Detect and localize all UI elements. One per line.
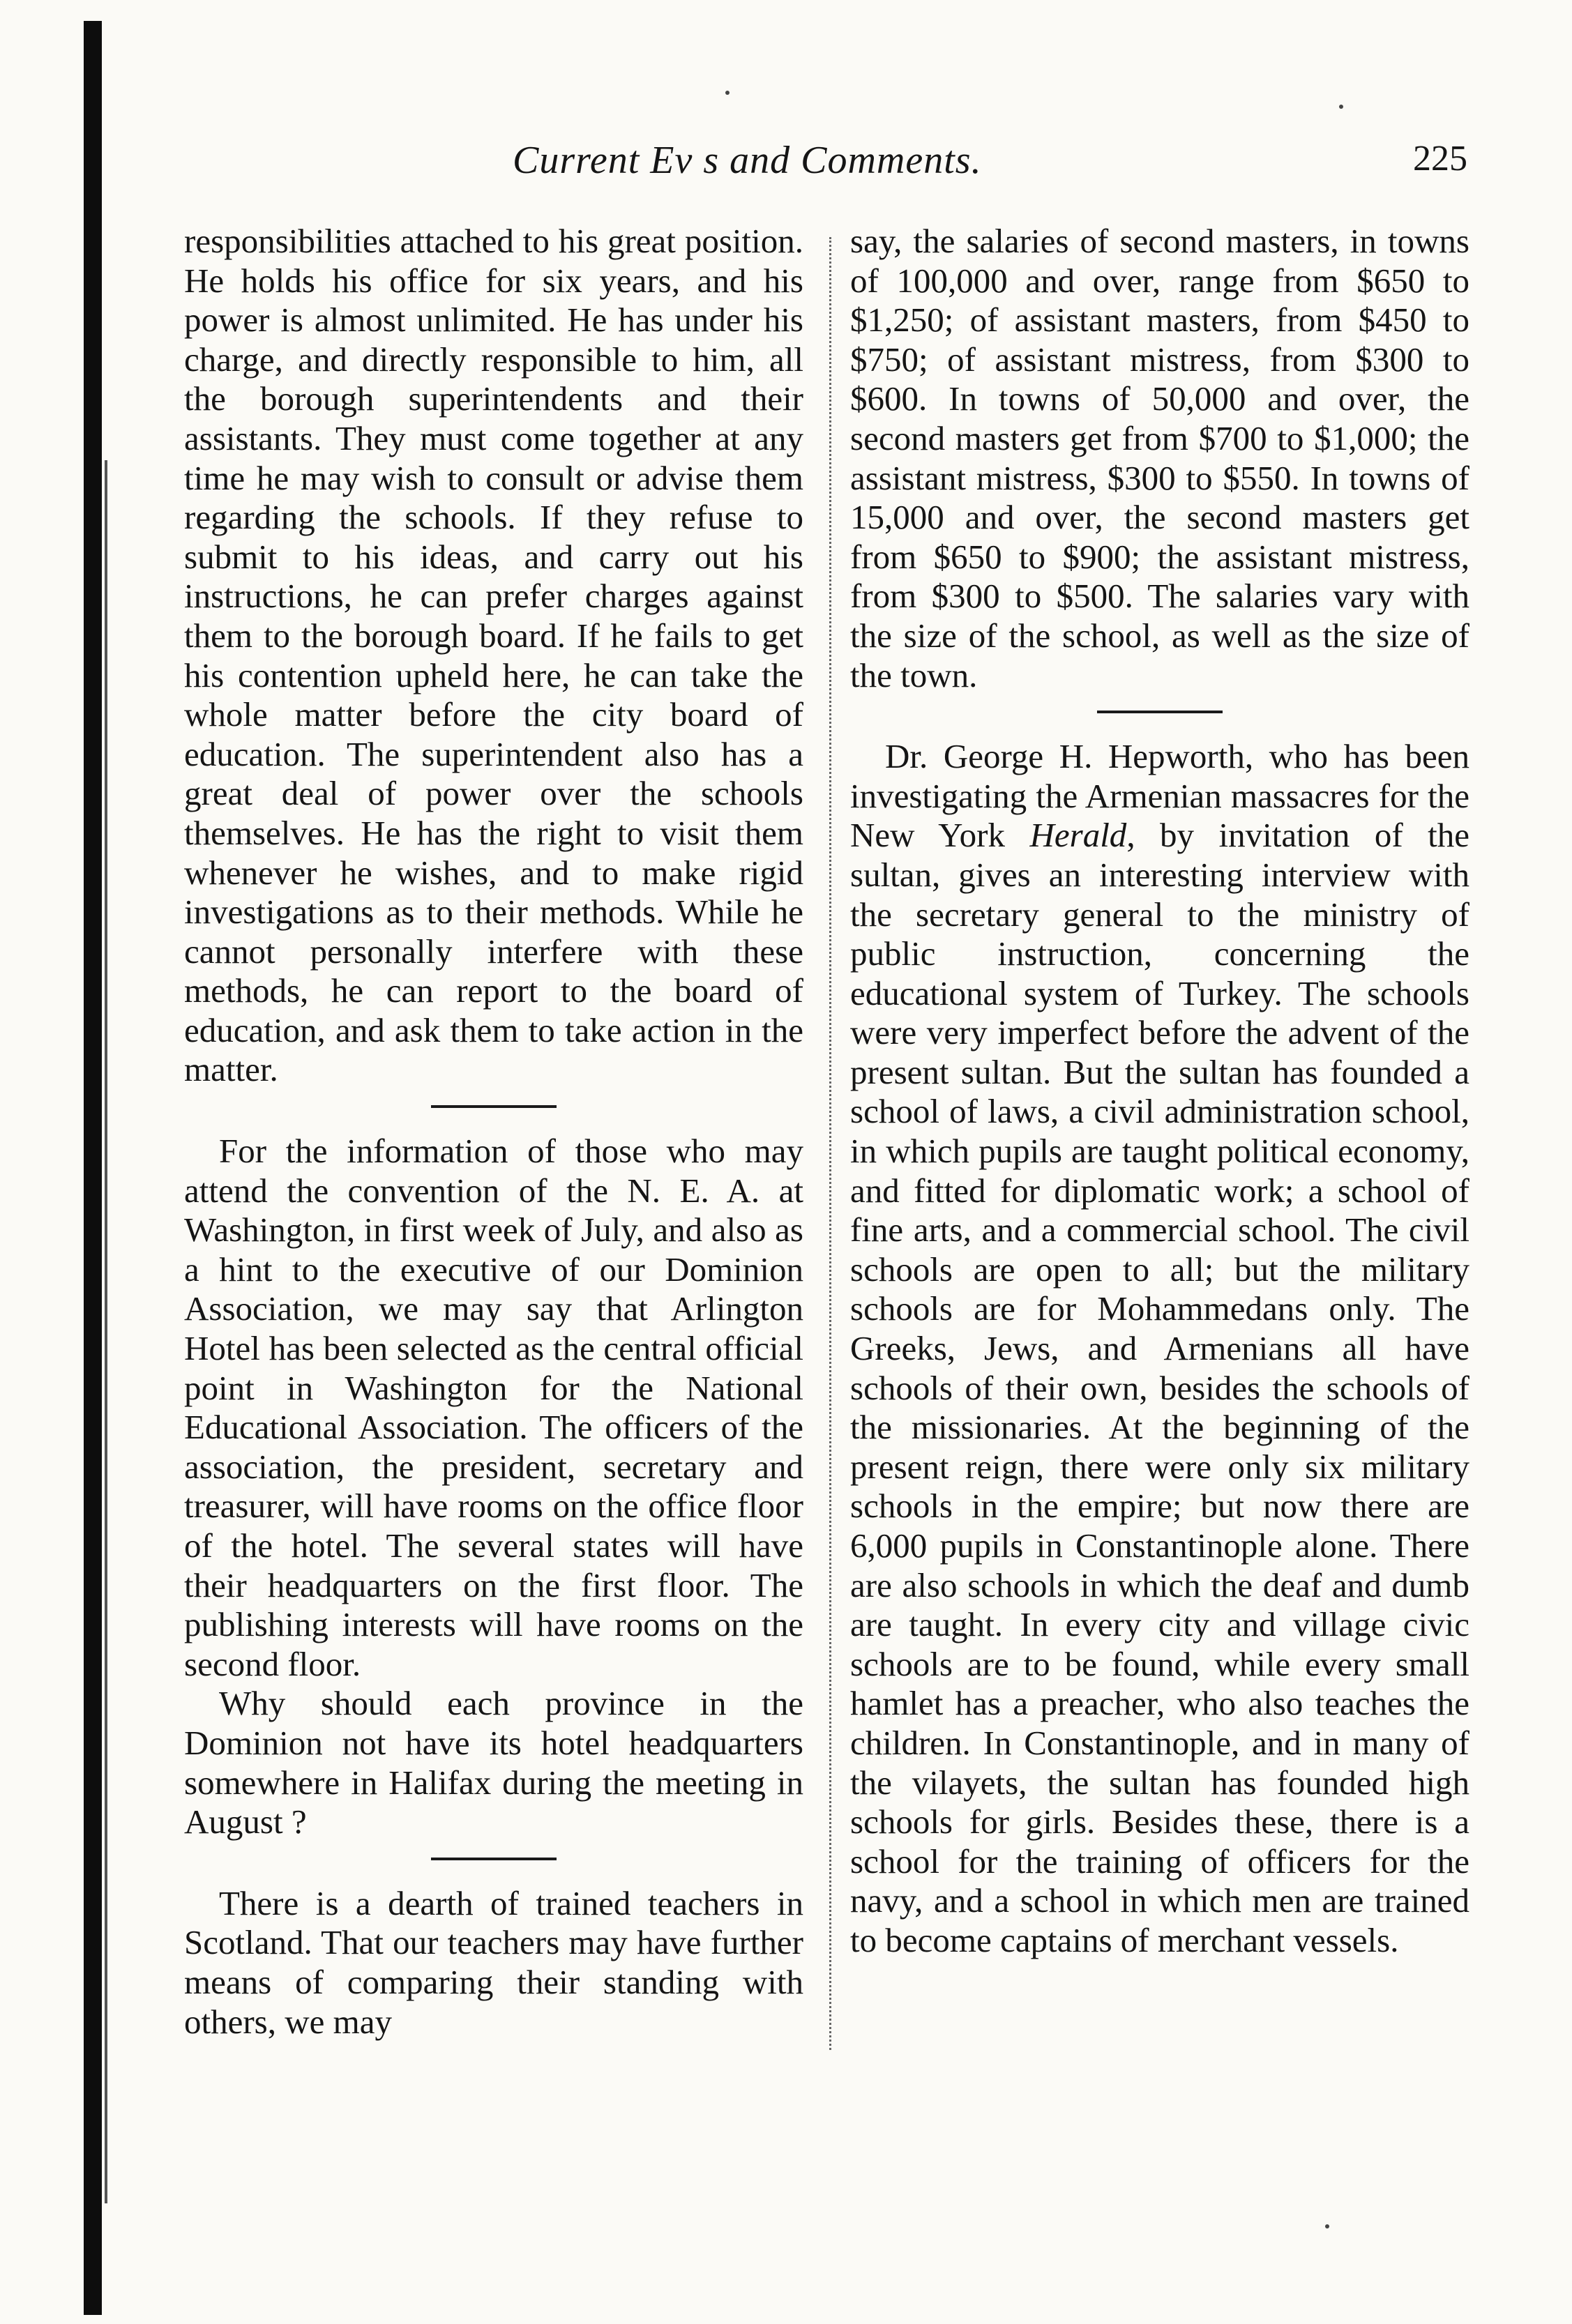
left-paragraph-superintendent: responsibilities attached to his great position. He holds his office for six years, and his power is almost unlimited. He has under his charge, and directly responsible to him, all the borough superintendents and their assistants. They must come together at any time he may wish to consult or advise them regarding the schools. If they refuse to submit to his ideas, and carry out his instructions, he can prefer charges against them to the borough board. If he fails to get his contention upheld here, he can take the whole matter before the city board of education. The superintendent also has a great deal of power over the schools themselves. He has the right to visit them whenever he wishes, and to make rigid investigations as to their methods. While he cannot personally interfere with these methods, he can report to the board of education, and ask them to take action in the matter.	[184, 222, 803, 1089]
section-divider	[431, 1105, 557, 1108]
right-paragraph-turkey-education	[850, 737, 1469, 1960]
newspaper-title: Herald	[1029, 816, 1127, 855]
column-gutter-rule	[829, 237, 833, 2050]
paragraph-text: , by invitation of the sultan, gives an interesting interview with the secretary general to the ministry of public instruction, concerning the educational system of Turkey. The schools were very imperfect before the advent of the present sultan. But the sultan has founded a school of laws, a civil administration school, in which pupils are taught political economy, and fitted for diplomatic work; a school of fine arts, and a commercial school. The civil schools are open to all; but the military schools are for Mohammedans only. The Greeks, Jews, and Armenians all have schools of their own, besides the schools of the missionaries. At the beginning of the present reign, there were only six military schools in the empire; but now there are 6,000 pupils in Constantinople alone. There are also schools in which the deaf and dumb are taught. In every city and village civic schools are to be found, while every small hamlet has a preacher, who also teaches the children. In Constantinople, and in many of the vilayets, the sultan has founded high schools for girls. Besides these, there is a school for the training of officers for the navy, and a school in which men are trained to become captains of merchant vessels.	[850, 816, 1469, 1959]
scan-binding-edge	[84, 21, 102, 2315]
scan-shadow-line	[105, 460, 107, 2203]
paragraph-text: Dr. George H. Hepworth, who has been investigating the Armenian massacres for the New York	[850, 737, 1469, 855]
running-head: Current Ev s and Comments.	[513, 139, 982, 182]
left-paragraph-halifax-question: Why should each province in the Dominion not have its hotel headquarters somewhere in Halifax during the meeting in August ?	[184, 1684, 803, 1841]
section-divider	[1097, 711, 1223, 713]
scan-speck	[1339, 105, 1343, 109]
right-paragraph-salaries: say, the salaries of second masters, in towns of 100,000 and over, range from $650 to $1,250; of assistant masters, from $450 to $750; of assistant mistress, from $300 to $600. In towns of 50,000 and over, the second masters get from $700 to $1,000; the assistant mistress, $300 to $550. In towns of 15,000 and over, the second masters get from $650 to $900; the assistant mistress, from $300 to $500. The salaries vary with the size of the school, as well as the size of the town.	[850, 222, 1469, 694]
scan-speck	[725, 91, 730, 95]
page-header	[0, 130, 1572, 192]
scan-speck	[1325, 2224, 1329, 2228]
left-column	[184, 222, 803, 2042]
right-column	[850, 222, 1469, 1961]
page-number: 225	[1413, 139, 1467, 179]
section-divider	[431, 1858, 557, 1860]
left-paragraph-nea-convention: For the information of those who may attend the convention of the N. E. A. at Washington, in first week of July, and also as a hint to the executive of our Dominion Association, we may say that Arlington Hotel has been selected as the central official point in Washington for the National Educational Association. The officers of the association, the president, secretary and treasurer, will have rooms on the office floor of the hotel. The several states will have their headquarters on the first floor. The publishing interests will have rooms on the second floor.	[184, 1132, 803, 1683]
left-paragraph-scotland-teachers: There is a dearth of trained teachers in Scotland. That our teachers may have further means of comparing their standing with others, we may	[184, 1883, 803, 2041]
